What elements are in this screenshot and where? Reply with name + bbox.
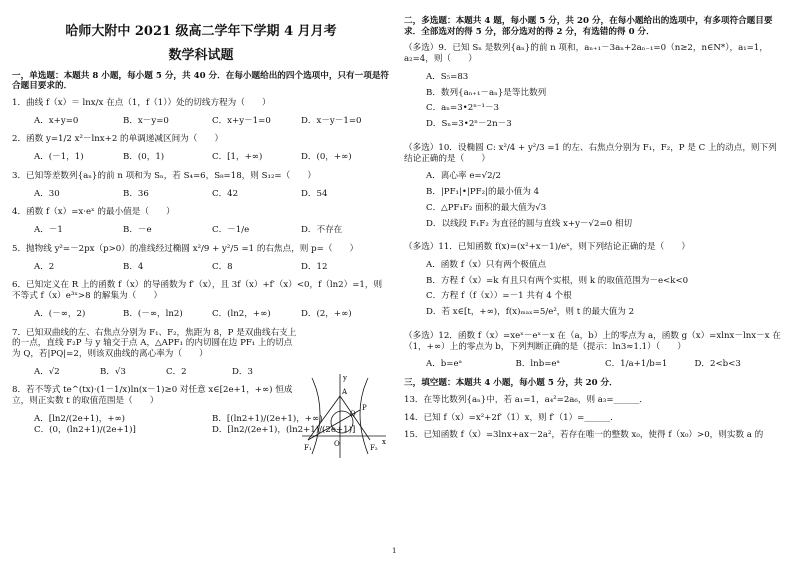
q13: 13．在等比数列{aₙ}中，若 a₁=1，a₄²=2a₆，则 a₃=______． <box>404 394 648 405</box>
hyperbola-figure <box>298 372 388 460</box>
q14: 14．已知 f（x）=x²+2f′（1）x，则 f′（1）=______． <box>404 412 619 423</box>
q3-option-b: B．36 <box>123 188 149 199</box>
label-y: y <box>343 374 347 382</box>
q10 <box>404 143 784 234</box>
q5-stem: 5．抛物线 y²=－2px（p>0）的准线经过椭圆 x²/9 + y²/5 =1 的右焦点，则 p=（ ） <box>12 243 359 254</box>
q10-option-b: B．|PF₁|•|PF₂|的最小值为 4 <box>426 187 540 198</box>
section-three-heading: 三，填空题：本题共 4 小题，每小题 5 分，共 20 分． <box>404 378 618 389</box>
q10-option-c: C．△PF₁F₂ 面积的最大值为√3 <box>426 202 547 213</box>
q7-options <box>34 367 298 378</box>
q2 <box>12 134 390 162</box>
q7-stem: 7．已知双曲线的左、右焦点分别为 F₁、F₂，焦距为 8，P 是双曲线右支上的一点，直线 F₂P 与 y 轴交于点 A，△APF₁ 的内切圆在边 PF₁ 上的切点为 Q，若|PQ|=2，则该双曲线的离心率为（ ） <box>12 327 297 359</box>
section-two-heading: 二，多选题：本题共 4 题，每小题 5 分，共 20 分，在每小题给出的选项中，有多项符合题目要求．全部选对的得 5 分，部分选对的得 2 分，有选错的得 0 分． <box>404 16 773 37</box>
q6-stem: 6．已知定义在 R 上的函数 f（x）的导函数为 f′（x），且 3f（x）+f′（x）<0，f（ln2）=1，则不等式 f（x）e³ˣ>8 的解集为（ ） <box>12 280 383 302</box>
label-f1: F₁ <box>304 444 312 452</box>
q3-stem: 3．已知等差数列{aₙ}的前 n 项和为 Sₙ，若 S₄=6，S₈=18，则 S₁₂=（ ） <box>12 170 316 181</box>
q4-options <box>34 225 390 236</box>
q11-stem: （多选）11．已知函数 f(x)=(x²+x－1)/eˣ，则下列结论正确的是（ ） <box>404 242 690 253</box>
q12 <box>404 331 784 370</box>
q7-option-d: D．3 <box>232 366 253 377</box>
q5-option-a: A．2 <box>34 261 55 272</box>
q2-option-d: D．(0，+∞) <box>301 152 352 163</box>
q11-option-a: A．函数 f（x）只有两个极值点 <box>426 260 547 271</box>
q1-option-a: A．x+y=0 <box>34 115 79 126</box>
q5-options <box>34 262 390 273</box>
q7-option-a: A．√2 <box>34 366 60 377</box>
q6-option-d: D．(2，+∞) <box>301 308 352 319</box>
q10-option-d: D．以线段 F₁F₂ 为直径的圆与直线 x+y－√2=0 相切 <box>426 218 633 229</box>
q5-option-c: C．8 <box>212 261 233 272</box>
q3-options <box>34 189 390 200</box>
q11-option-d: D．若 x∈[t，+∞)，f(x)ₘₐₓ=5/e²，则 t 的最大值为 2 <box>426 307 635 318</box>
q3-option-a: A．30 <box>34 188 60 199</box>
q12-option-b: B．lnb=eᵃ <box>515 359 560 370</box>
q1-option-b: B．x－y=0 <box>123 115 169 126</box>
q10-options <box>426 171 784 234</box>
q11-option-c: C．方程 f（f（x））=－1 共有 4 个根 <box>426 291 572 302</box>
page-number: 1 <box>392 547 397 555</box>
q3 <box>12 171 390 199</box>
q7 <box>12 328 390 378</box>
hyperbola-right-branch <box>360 378 368 454</box>
q12-stem: （多选）12．函数 f（x）=xeˣ－eˣ－x 在（a，b）上的零点为 a，函数 g（x）=xlnx－lnx－x 在（1，+∞）上的零点为 b，下列判断正确的是（提示：ln3≈1.1）（ ） <box>404 330 781 352</box>
q9-option-d: D．Sₙ=3•2ⁿ－2n－3 <box>426 119 512 130</box>
q5-option-d: D．12 <box>301 261 328 272</box>
exam-title: 哈师大附中 2021 级高二学年下学期 4 月月考 <box>65 24 337 39</box>
label-f2: F₂ <box>370 444 378 452</box>
right-column <box>404 14 784 448</box>
q8-option-c: C．(0，(ln2+1)/(2e+1)] <box>34 424 136 435</box>
q3-option-c: C．42 <box>212 188 239 199</box>
q8-option-d: D．[ln2/(2e+1)，(ln2+1)/(2e+1)] <box>212 424 356 435</box>
q12-option-c: C．1/a+1/b=1 <box>605 359 668 370</box>
label-o: O <box>334 440 340 448</box>
q7-option-c: C．2 <box>166 366 187 377</box>
hyperbola-left-branch <box>312 378 320 454</box>
exam-subtitle: 数学科试题 <box>168 48 234 64</box>
q6 <box>12 280 390 319</box>
q10-stem: （多选）10．设椭圆 C: x²/4 + y²/3 =1 的左、右焦点分别为 F₁，F₂，P 是 C 上的动点，则下列结论正确的是（ ） <box>404 142 777 164</box>
q9-option-c: C．aₙ=3•2ⁿ⁻¹－3 <box>426 103 499 114</box>
q4-option-d: D．不存在 <box>301 225 343 236</box>
label-a: A <box>342 388 348 396</box>
q8-option-a: A．[ln2/(2e+1)，+∞) <box>34 413 126 424</box>
q12-options <box>426 359 784 370</box>
q9-option-b: B．数列{aₙ₊₁－aₙ}是等比数列 <box>426 87 547 98</box>
q6-option-c: C．(ln2，+∞) <box>212 308 271 319</box>
label-x: x <box>382 438 386 446</box>
q9-options <box>426 72 784 135</box>
q15: 15．已知函数 f（x）=3lnx+ax－2a²，若存在唯一的整数 x₀，使得 f（x₀）>0，则实数 a 的 <box>404 430 764 441</box>
q4-option-a: A．－1 <box>34 225 63 236</box>
q1-option-c: C．x+y－1=0 <box>212 115 271 126</box>
q5-option-b: B．4 <box>123 261 144 272</box>
label-p: P <box>362 404 367 412</box>
q1-stem: 1．曲线 f（x）＝ lnx/x 在点（1，f（1））处的切线方程为（ ） <box>12 97 271 108</box>
q8-stem: 8．若不等式 te^(tx)·(1－1/x)ln(x－1)≥0 对任意 x∈[2e+1，+∞) 恒成立，则正实数 t 的取值范围是（ ） <box>12 385 293 407</box>
q4-option-c: C．－1/e <box>212 225 250 236</box>
q2-option-c: C．[1，+∞) <box>212 152 263 163</box>
q4 <box>12 207 390 235</box>
label-q: Q <box>350 410 356 418</box>
q5 <box>12 244 390 272</box>
q6-options <box>34 309 390 320</box>
q12-option-d: D．2<b<3 <box>694 359 741 370</box>
section-one-heading: 一，单选题：本题共 8 小题，每小题 5 分，共 40 分．在每小题给出的四个选项中，只有一项是符合题目要求的． <box>12 70 390 92</box>
q11-option-b: B．方程 f（x）=k 有且只有两个实根，则 k 的取值范围为－e<k<0 <box>426 275 689 286</box>
q7-option-b: B．√3 <box>100 366 126 377</box>
q9-stem: （多选）9．已知 Sₙ 是数列{aₙ}的前 n 项和，aₙ₊₁－3aₙ+2aₙ₋₁=0（n≥2，n∈N*），a₁=1，a₂=4，则（ ） <box>404 43 768 65</box>
q10-option-a: A．离心率 e=√2/2 <box>426 171 501 182</box>
q6-option-a: A．(－∞，2) <box>34 308 86 319</box>
q6-option-b: B．(－∞，ln2) <box>123 308 183 319</box>
q4-option-b: B．－e <box>123 225 152 236</box>
q12-option-a: A．b=eᵃ <box>426 359 462 370</box>
q1 <box>12 98 390 126</box>
q2-option-a: A．(－1，1) <box>34 152 84 163</box>
q8-option-b: B．[(ln2+1)/(2e+1)，+∞) <box>212 413 323 424</box>
q3-option-d: D．54 <box>301 188 328 199</box>
q4-stem: 4．函数 f（x）=x·eˣ 的最小值是（ ） <box>12 207 175 218</box>
q2-options <box>34 152 390 163</box>
q9 <box>404 43 784 134</box>
q2-option-b: B．(0，1) <box>123 152 165 163</box>
q2-stem: 2．函数 y=1/2 x²－lnx+2 的单调递减区间为（ ） <box>12 134 224 145</box>
q11-options <box>426 260 784 323</box>
q1-option-d: D．x－y－1=0 <box>301 115 362 126</box>
q1-options <box>34 116 390 127</box>
q9-option-a: A．S₅=83 <box>426 71 469 82</box>
q11 <box>404 242 784 323</box>
